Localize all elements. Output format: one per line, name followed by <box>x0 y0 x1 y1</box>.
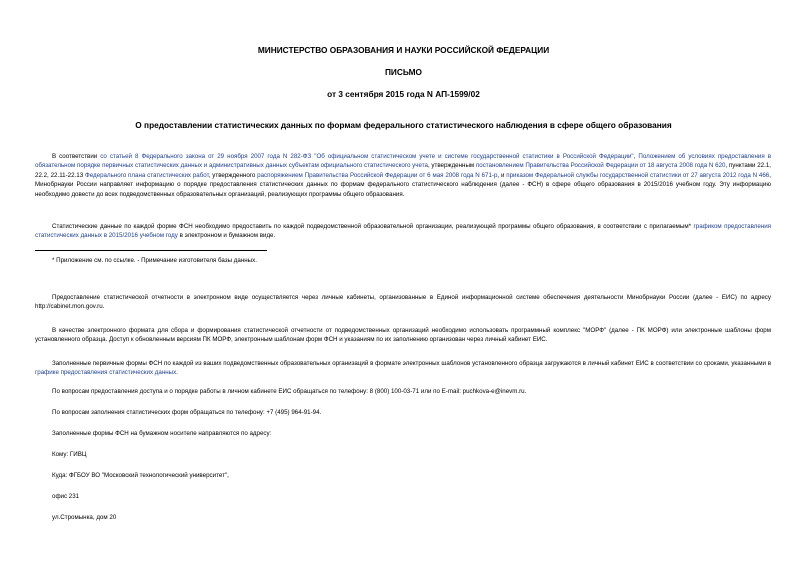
para4-text: В качестве электронного формата для сбора и формирования статистической отчетности от подведомственных организаций необходимо использовать программный комплекс "МОРФ" (далее - ПК МОРФ) или электронные шаблоны форм установленного образца. Доступ к обновленным версиям ПК МОРФ, электронным шаблонам форм ФСН и указаниям по их заполнению организован через личный кабинет ЕИС. <box>35 327 771 344</box>
para1-text: , и <box>497 171 507 179</box>
federal-statistical-plan-link[interactable]: Федерального плана статистических работ <box>85 171 209 179</box>
footnote: * Приложение см. по ссылке. - Примечание изготовителя базы данных. <box>52 257 257 264</box>
para1-text: , <box>633 153 639 160</box>
para1-text: , пунктами 22.1, 22.2, 22.11-22.13 <box>35 162 771 179</box>
document-date-number: от 3 сентября 2015 года N АП-1599/02 <box>327 89 480 99</box>
para1-text: , Минобрнауки России направляет информацию о порядке предоставления статистических данных по формам федерального статистического наблюдения (далее - ФСН) в сфере общего образования в 2015/2016 учебном году. Эту информацию необходимо довести до всех подведомственных образовательных организаций, реализующих программы общего образования. <box>35 171 771 198</box>
para2-text: в электронном и бумажном виде. <box>177 232 276 240</box>
paragraph-access-contact: По вопросам предоставления доступа и о порядке работы в личном кабинете ЕИС обращаться по телефону: 8 (800) 100-03-71 или по E-mail: puchkova-e@inevm.ru. <box>52 388 527 395</box>
footnote-divider <box>35 250 267 251</box>
law-282-link[interactable]: со статьей 8 Федерального закона от 29 ноября 2007 года N 282-ФЗ "Об официальном статистическом учете и системе государственной статистики в Российской Федерации" <box>100 153 634 160</box>
para1-text: , утвержденным <box>427 162 476 170</box>
paragraph-forms-contact: По вопросам заполнения статистических форм обращаться по телефону: +7 (495) 964-91-94. <box>52 409 322 416</box>
para1-text: , утвержденного <box>208 171 258 179</box>
schedule-link[interactable]: графике предоставления статистических данных <box>35 369 177 377</box>
para5-text: . <box>176 369 178 377</box>
paragraph-data-submission <box>35 222 771 241</box>
document-type: ПИСЬМО <box>384 67 423 77</box>
paragraph-upload-forms <box>35 359 771 378</box>
government-order-671-link[interactable]: распоряжением Правительства Российской Федерации от 6 мая 2008 года N 671-р <box>257 171 498 179</box>
rosstat-order-466-link[interactable]: приказом Федеральной службы государственной статистики от 27 августа 2012 года N 466 <box>506 171 770 179</box>
document-subject: О предоставлении статистических данных по формам федерального статистического наблюдения в сфере общего образования <box>135 120 672 130</box>
paragraph-electronic-reporting <box>35 293 771 312</box>
address-street: ул.Стромынка, дом 20 <box>52 514 117 521</box>
regulation-conditions-link[interactable]: Положением об условиях предоставления в обязательном порядке первичных статистических данных и административных данных субъектам официального статистического учета <box>35 153 771 170</box>
address-recipient: Кому: ГИВЦ <box>52 451 87 458</box>
submission-schedule-link[interactable]: графиком предоставления статистических данных в 2015/2016 учебном году <box>35 223 772 240</box>
address-destination: Куда: ФГБОУ ВО "Московский технологический университет", <box>52 472 229 479</box>
government-decree-620-link[interactable]: постановлением Правительства Российской Федерации от 18 августа 2008 года N 620 <box>475 162 726 170</box>
address-office: офис 231 <box>52 493 80 500</box>
para3-text: Предоставление статистической отчетности в электронном виде осуществляется через личные кабинеты, организованные в Единой информационной системе обеспечения деятельности Минобрнауки России (далее - ЕИС) по адресу http://cabinet.mon.gov.ru. <box>35 294 771 311</box>
para1-text: В соответствии <box>52 153 101 160</box>
ministry-heading: МИНИСТЕРСТВО ОБРАЗОВАНИЯ И НАУКИ РОССИЙСКОЙ ФЕДЕРАЦИИ <box>257 45 550 55</box>
paragraph-paper-address: Заполненные формы ФСН на бумажном носителе направляются по адресу: <box>52 430 272 437</box>
paragraph-electronic-format <box>35 326 771 345</box>
paragraph-legal-basis <box>35 152 771 199</box>
para2-text: Статистические данные по каждой форме ФСН необходимо предоставить по каждой подведомственной образовательной организации, реализующей программы общего образования, в соответствии с прилагаемым* <box>52 223 694 230</box>
para5-text: Заполненные первичные формы ФСН по каждой из ваших подведомственных образовательных организаций в формате электронных шаблонов установленного образца загружаются в личный кабинет ЕИС в соответствии со сроками, указанными в <box>52 360 771 367</box>
